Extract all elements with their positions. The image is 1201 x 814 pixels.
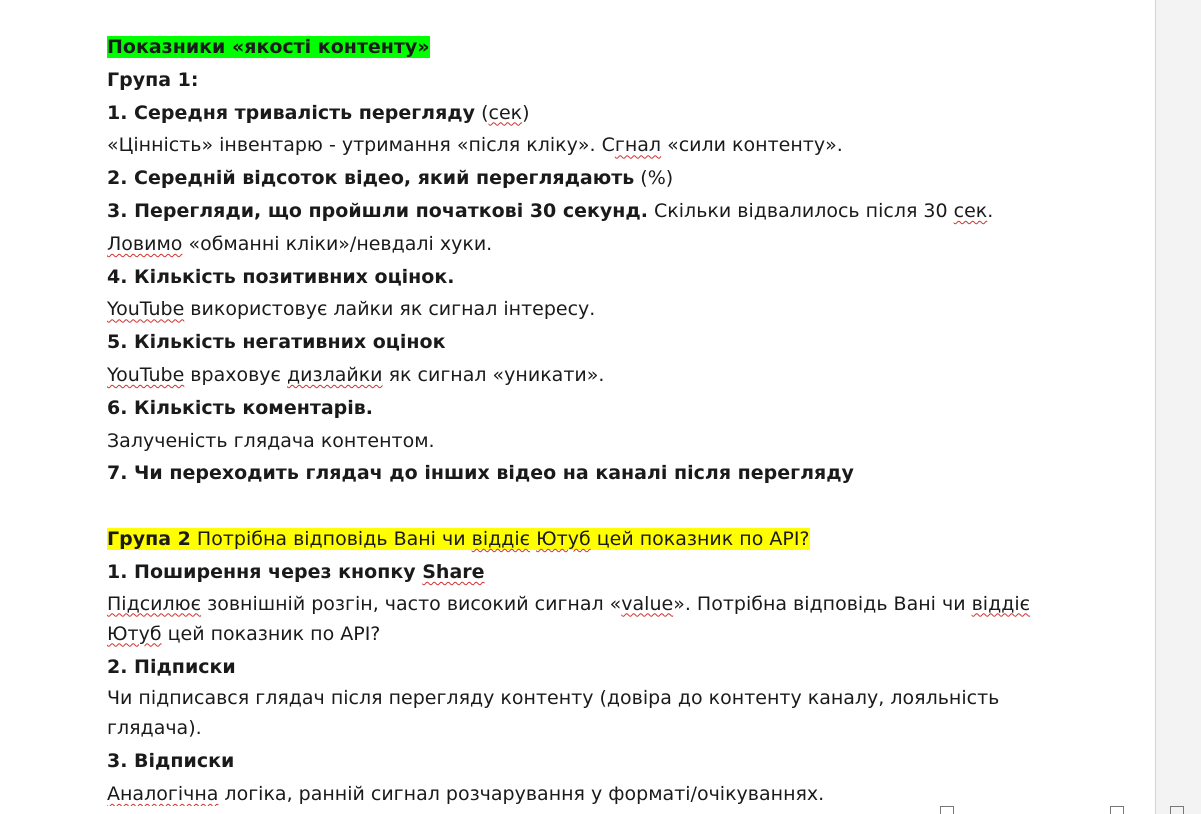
item7-heading: 7. Чи переходить глядач до інших відео на каналі після перегляду — [107, 462, 854, 485]
document-body[interactable] — [107, 31, 1067, 811]
group2-highlight — [107, 528, 810, 550]
item3-bold: . Перегляди, що пройшли початкові 30 секунд. — [120, 199, 648, 222]
empty-paragraph — [107, 490, 1067, 523]
g2-item1-desc-a: зовнішній розгін, часто високий сигнал « — [201, 592, 622, 615]
item3-rest: Скільки відвалилось після 30 — [648, 199, 954, 222]
item1-desc-part: «Цінність» інвентарю - утримання «після кліку». С — [107, 134, 615, 157]
g2-item1-desc-b: ». Потрібна відповідь Вані чи — [673, 592, 972, 615]
g2-item1-desc-value: value — [621, 592, 674, 615]
group2-misspelled-1: віддіє — [471, 527, 531, 550]
item5-desc-end: як сигнал «уникати». — [382, 363, 605, 386]
item3-unit: сек — [953, 199, 988, 222]
g2-item1-desc-d: цей показник по API? — [161, 622, 381, 645]
g2-item2-description: Чи підписався глядач після перегляду контенту (довіра до контенту каналу, лояльність глядача). — [107, 687, 1000, 740]
title-highlight: Показники «якості контенту» — [107, 36, 430, 58]
item1-unit: сек — [488, 101, 523, 124]
g2-item1-desc-m3: віддіє — [971, 592, 1031, 615]
read-mode-icon[interactable] — [1110, 806, 1124, 814]
g2-item3-desc-m1: Аналогічна — [107, 783, 219, 806]
item5-desc-dislikes: дизлайки — [286, 363, 383, 386]
print-layout-icon[interactable] — [1170, 806, 1184, 814]
item5-heading: 5. Кількість негативних оцінок — [107, 331, 446, 354]
group1-heading: Група 1: — [107, 68, 199, 91]
g2-item3-heading: 3. Відписки — [107, 750, 235, 773]
status-bar — [0, 806, 1155, 814]
item5-description — [107, 359, 1067, 392]
group2-text-c: цей показник по API? — [590, 527, 810, 550]
g2-item1-desc-m1: Підсилює — [107, 592, 202, 615]
item5-desc-mid: враховує — [184, 363, 287, 386]
item3-end: . — [987, 199, 994, 222]
item3-desc-misspelled: Ловимо — [107, 232, 183, 255]
item3-number: 3 — [107, 199, 121, 222]
g2-item1-share: Share — [422, 560, 485, 583]
g2-item1-desc-m4: Ютуб — [107, 622, 162, 645]
item1-unit-close: ) — [522, 101, 530, 124]
document-title — [107, 31, 1067, 64]
item4-desc-end: використовує лайки як сигнал інтересу. — [184, 298, 596, 321]
view-layout-icon[interactable] — [940, 806, 954, 814]
item1-desc-misspelled: гнал — [614, 134, 662, 157]
group2-label: Група 2 — [107, 527, 191, 550]
g2-item1-bold: 1. Поширення через кнопку — [107, 560, 423, 583]
item6-heading: 6. Кількість коментарів. — [107, 396, 374, 419]
item2-unit: (%) — [634, 167, 674, 190]
item4-description — [107, 293, 1067, 326]
item2-heading — [107, 162, 1067, 195]
group2-misspelled-2: Ютуб — [536, 527, 591, 550]
item1-description — [107, 129, 1067, 162]
g2-item2-heading: 2. Підписки — [107, 655, 236, 678]
item4-heading: 4. Кількість позитивних оцінок. — [107, 265, 455, 288]
item5-desc-youtube: YouTube — [107, 363, 185, 386]
item6-description: Залученість глядача контентом. — [107, 429, 435, 452]
item1-unit-open: ( — [475, 101, 489, 124]
item3-desc-end: «обманні кліки»/невдалі хуки. — [182, 232, 493, 255]
item1-bold: 1. Середня тривалість перегляду — [107, 101, 476, 124]
g2-item3-desc-end: логіка, ранній сигнал розчарування у форматі/очікуваннях. — [218, 783, 825, 806]
group2-heading — [107, 523, 1067, 556]
g2-item1-description — [107, 589, 1067, 649]
item3-heading — [107, 195, 1067, 228]
item1-desc-end: «сили контенту». — [661, 134, 843, 157]
item1-heading — [107, 97, 1067, 130]
group2-text-a: Потрібна відповідь Вані чи — [190, 527, 472, 550]
item4-desc-youtube: YouTube — [107, 298, 185, 321]
item2-bold: 2. Середній відсоток відео, який переглядають — [107, 167, 635, 190]
right-side-panel — [1155, 0, 1201, 814]
item3-description — [107, 228, 1067, 261]
g2-item1-heading — [107, 556, 1067, 589]
